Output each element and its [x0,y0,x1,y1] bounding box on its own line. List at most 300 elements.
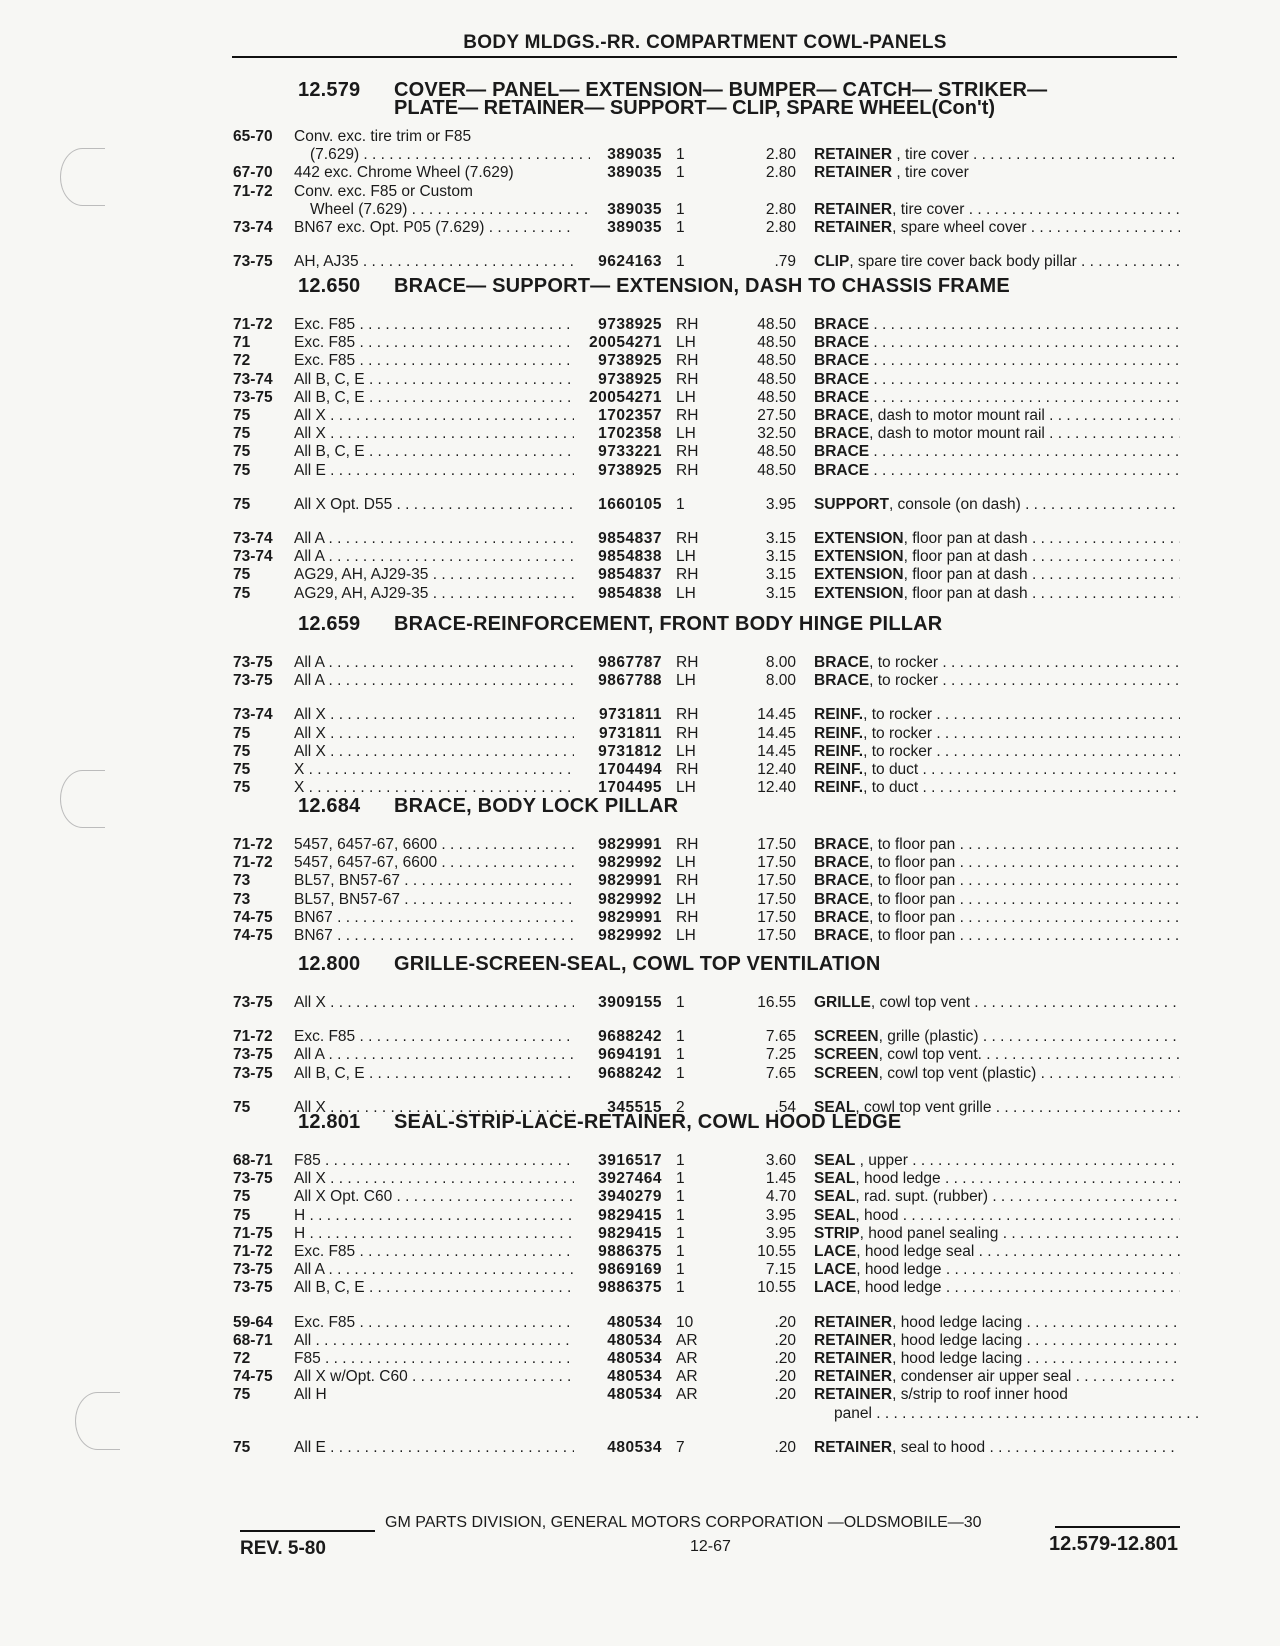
description-name: RETAINER [814,1439,893,1456]
quantity: RH [676,725,699,742]
model-years: 73-75 [233,1046,273,1063]
model-years: 75 [233,566,251,583]
quantity: 1 [676,164,685,181]
description [814,872,1180,890]
quantity: RH [676,566,699,583]
part-row [0,201,1280,219]
model-years: 73-75 [233,1065,273,1082]
quantity: AR [676,1386,698,1403]
price: 17.50 [757,891,796,908]
description [814,1170,1180,1188]
description-detail: , floor pan at dash [903,530,1028,547]
application: BN67 . . . [294,909,574,927]
part-number: 480534 [607,1350,662,1367]
description-name: BRACE [814,654,870,671]
description-detail: , to rocker [869,654,939,671]
description [814,743,1180,761]
quantity: AR [676,1332,698,1349]
description-name: SEAL [814,1188,856,1205]
description-name: REINF. [814,761,864,778]
part-row [0,128,1280,146]
description-detail: , to duct [863,761,919,778]
description [814,1261,1180,1279]
application: All E . . . [294,1439,574,1457]
part-row [0,1332,1280,1350]
quantity: 1 [676,1046,685,1063]
part-number: 480534 [607,1439,662,1456]
description-name: BRACE [814,927,870,944]
price: 2.80 [765,219,796,236]
application: X . . . [294,779,574,797]
part-number: 9694191 [598,1046,662,1063]
application: All X . . . [294,725,574,743]
description [814,334,1180,352]
quantity: LH [676,672,696,689]
part-row [0,743,1280,761]
part-row [0,352,1280,370]
application: All X Opt. D55 . . . [294,496,574,514]
section-number: 12.801 [298,1111,361,1133]
description [814,1065,1180,1083]
description-detail: , hood panel sealing [859,1225,999,1242]
description-detail: , spare tire cover back body pillar [849,253,1077,270]
application: F85 . . . [294,1350,574,1368]
application: All B, C, E . . . [294,1065,574,1083]
application: All X Opt. C60 . . . [294,1188,574,1206]
part-number: 389035 [607,164,662,181]
description-name: BRACE [814,872,870,889]
application: All B, C, E . . . [294,371,574,389]
part-number: 9867787 [598,654,662,671]
description [814,706,1180,724]
application: AG29, AH, AJ29-35 . . . [294,566,574,584]
description [814,891,1180,909]
part-row [0,566,1280,584]
quantity: 1 [676,253,685,270]
price: 3.15 [765,566,796,583]
part-number: 9738925 [598,352,662,369]
quantity: LH [676,927,696,944]
description [814,1243,1180,1261]
part-number: 9829992 [598,891,662,908]
part-number: 1660105 [598,496,662,513]
description-name: BRACE [814,836,870,853]
description-name: RETAINER [814,201,893,218]
description-name: BRACE [814,909,870,926]
description-detail: , cowl top vent [870,994,970,1011]
description-detail: , cowl top vent (plastic) [878,1065,1037,1082]
price: 48.50 [757,371,796,388]
part-number: 3940279 [598,1188,662,1205]
description-detail: , to duct [863,779,919,796]
description-detail: , tire cover [892,164,969,181]
footer-revision: REV. 5-80 [240,1538,326,1559]
price: 48.50 [757,443,796,460]
price: 3.95 [765,496,796,513]
price: 4.70 [765,1188,796,1205]
application: All A . . . [294,654,574,672]
application: All E . . . [294,462,574,480]
section-heading [298,1112,901,1132]
description [814,654,1180,672]
description-detail: , cowl top vent. [878,1046,982,1063]
application: AG29, AH, AJ29-35 . . . [294,585,574,603]
description-detail: , hood ledge lacing [892,1350,1023,1367]
quantity: 1 [676,1152,685,1169]
part-row [0,654,1280,672]
description-detail: , condenser air upper seal [892,1368,1072,1385]
section-title: SEAL-STRIP-LACE-RETAINER, COWL HOOD LEDGE [394,1111,902,1133]
model-years: 73-75 [233,1261,273,1278]
price: 48.50 [757,462,796,479]
part-row [0,371,1280,389]
price: 2.80 [765,201,796,218]
quantity: RH [676,371,699,388]
description [814,1207,1180,1225]
description-detail: , spare wheel cover [892,219,1027,236]
model-years: 68-71 [233,1152,273,1169]
description [814,146,1180,164]
price: .20 [774,1386,796,1403]
description [814,566,1180,584]
description-name: SEAL [814,1170,856,1187]
description-detail: , hood ledge lacing [892,1332,1023,1349]
description-name: CLIP [814,253,850,270]
model-years: 75 [233,779,251,796]
quantity: LH [676,743,696,760]
price: 17.50 [757,909,796,926]
description-detail: , hood ledge lacing [892,1314,1023,1331]
part-row [0,994,1280,1012]
quantity: 1 [676,1188,685,1205]
part-number: 9624163 [598,253,662,270]
description [814,462,1180,480]
quantity: LH [676,585,696,602]
application: (7.629) . . . [310,146,590,164]
part-row [0,548,1280,566]
part-number: 9731811 [599,725,662,742]
section-title: BRACE-REINFORCEMENT, FRONT BODY HINGE PILLAR [394,613,943,635]
description-detail: , hood ledge seal [856,1243,975,1260]
part-number: 389035 [607,201,662,218]
description-name: BRACE [814,371,870,388]
quantity: AR [676,1368,698,1385]
model-years: 75 [233,585,251,602]
description-detail: , to floor pan [869,854,956,871]
quantity: RH [676,352,699,369]
description-name: STRIP [814,1225,860,1242]
description-detail: , hood ledge [856,1261,942,1278]
model-years: 75 [233,496,251,513]
description-name: RETAINER [814,1314,893,1331]
description-detail: , upper [855,1152,908,1169]
description [814,443,1180,461]
description [814,407,1180,425]
model-years: 73-75 [233,994,273,1011]
footer-rule-right [1055,1526,1180,1528]
part-number: 9829991 [598,836,662,853]
description-detail: , to floor pan [869,909,956,926]
description [814,352,1180,370]
quantity: RH [676,316,699,333]
application: F85 . . . [294,1152,574,1170]
part-row [0,1350,1280,1368]
description-name: RETAINER [814,1350,893,1367]
application: All A . . . [294,672,574,690]
part-row [0,1207,1280,1225]
description-detail: , to floor pan [869,891,956,908]
description-name: REINF. [814,706,864,723]
description [814,219,1180,237]
model-years: 73-75 [233,389,273,406]
application: All X . . . [294,425,574,443]
description-detail: , dash to motor mount rail [869,407,1045,424]
application: All B, C, E . . . [294,389,574,407]
price: 7.65 [765,1028,796,1045]
price: 3.95 [765,1225,796,1242]
description-name: BRACE [814,672,870,689]
quantity: 1 [676,994,685,1011]
quantity: RH [676,530,699,547]
description-detail: , grille (plastic) [878,1028,979,1045]
model-years: 59-64 [233,1314,273,1331]
application: All X . . . [294,743,574,761]
model-years: 72 [233,352,251,369]
quantity: RH [676,654,699,671]
description-detail: , to rocker [863,743,933,760]
quantity: LH [676,334,696,351]
part-row [0,761,1280,779]
description [814,725,1180,743]
price: 8.00 [765,654,796,671]
model-years: 75 [233,462,251,479]
application: Exc. F85 . . . [294,316,574,334]
part-number: 1702358 [598,425,662,442]
description [814,1439,1180,1457]
quantity: 2 [676,1099,685,1116]
description-name: SUPPORT [814,496,889,513]
price: 7.65 [765,1065,796,1082]
description [814,779,1180,797]
description-detail: , hood ledge [856,1279,942,1296]
description-name: RETAINER [814,1368,893,1385]
application: Exc. F85 . . . [294,352,574,370]
model-years: 74-75 [233,1368,273,1385]
description [814,672,1180,690]
model-years: 73-75 [233,672,273,689]
price: 17.50 [757,927,796,944]
description-detail: , to rocker [869,672,939,689]
application: 5457, 6457-67, 6600 . . . [294,854,574,872]
description-detail: panel [834,1405,872,1422]
part-number: 9733221 [598,443,662,460]
price: .20 [774,1439,796,1456]
part-number: 389035 [607,146,662,163]
description-name: BRACE [814,352,870,369]
price: .79 [774,253,796,270]
part-row [0,836,1280,854]
part-row [0,1368,1280,1386]
quantity: AR [676,1350,698,1367]
part-number: 9886375 [598,1243,662,1260]
price: 48.50 [757,316,796,333]
part-number: 480534 [607,1368,662,1385]
part-number: 9731812 [598,743,662,760]
application: 442 exc. Chrome Wheel (7.629) [294,164,514,181]
application: AH, AJ35 . . . [294,253,574,271]
part-row [0,585,1280,603]
quantity: LH [676,891,696,908]
model-years: 73-75 [233,1170,273,1187]
quantity: 1 [676,1065,685,1082]
description-name: LACE [814,1279,857,1296]
description-detail: , to floor pan [869,836,956,853]
application: All X . . . [294,1099,574,1117]
description [814,1152,1180,1170]
model-years: 75 [233,743,251,760]
quantity: RH [676,909,699,926]
quantity: LH [676,548,696,565]
price: 17.50 [757,836,796,853]
price: 14.45 [757,743,796,760]
part-row [0,854,1280,872]
part-number: 9829991 [598,909,662,926]
model-years: 73-74 [233,219,273,236]
description [814,927,1180,945]
part-number: 9869169 [598,1261,662,1278]
model-years: 73-74 [233,530,273,547]
model-years: 75 [233,425,251,442]
part-number: 9829415 [598,1207,662,1224]
part-row [0,1225,1280,1243]
application: All . . . [294,1332,574,1350]
quantity: 1 [676,1225,685,1242]
price: 16.55 [757,994,796,1011]
description-name: BRACE [814,407,870,424]
quantity: LH [676,779,696,796]
section-number: 12.659 [298,613,361,635]
part-number: 3909155 [598,994,662,1011]
part-number: 3916517 [598,1152,662,1169]
quantity: 7 [676,1439,685,1456]
part-row [0,891,1280,909]
description-detail: , floor pan at dash [903,548,1028,565]
section-heading [298,796,678,816]
part-row [0,425,1280,443]
part-number: 9867788 [598,672,662,689]
part-number: 9886375 [598,1279,662,1296]
quantity: LH [676,425,696,442]
description [814,548,1180,566]
model-years: 75 [233,1386,251,1403]
description [814,854,1180,872]
price: 7.25 [765,1046,796,1063]
part-row [0,1065,1280,1083]
part-number: 9854837 [598,566,662,583]
part-row [0,1279,1280,1297]
description-name: SCREEN [814,1028,879,1045]
quantity: 1 [676,201,685,218]
part-row [0,316,1280,334]
quantity: 10 [676,1314,694,1331]
description-name: LACE [814,1261,857,1278]
price: 7.15 [765,1261,796,1278]
model-years: 74-75 [233,909,273,926]
application: 5457, 6457-67, 6600 . . . [294,836,574,854]
section-title: BRACE— SUPPORT— EXTENSION, DASH TO CHASSIS FRAME [394,275,1010,297]
application: Exc. F85 . . . [294,1028,574,1046]
description-name: SEAL [814,1207,856,1224]
description [814,1028,1180,1046]
description-name: GRILLE [814,994,871,1011]
part-row [0,1028,1280,1046]
model-years: 73 [233,891,251,908]
model-years: 74-75 [233,927,273,944]
description-detail: , floor pan at dash [903,566,1028,583]
part-number: 9829415 [598,1225,662,1242]
part-row [0,1188,1280,1206]
quantity: 1 [676,1028,685,1045]
description-detail: , to floor pan [869,927,956,944]
description [814,994,1180,1012]
model-years: 73-74 [233,548,273,565]
description [814,1279,1180,1297]
description [814,425,1180,443]
section-number: 12.684 [298,795,361,817]
description-name: BRACE [814,854,870,871]
description-name: LACE [814,1243,857,1260]
footer-section-range: 12.579-12.801 [1048,1533,1178,1555]
part-row [0,1152,1280,1170]
quantity: 1 [676,1279,685,1296]
model-years: 75 [233,443,251,460]
description-detail: , floor pan at dash [903,585,1028,602]
model-years: 75 [233,1207,251,1224]
price: 48.50 [757,352,796,369]
part-row [0,706,1280,724]
description-name: RETAINER [814,1386,893,1403]
part-number: 1704494 [598,761,662,778]
application: All A . . . [294,1046,574,1064]
application: All X . . . [294,407,574,425]
model-years: 68-71 [233,1332,273,1349]
part-row [0,872,1280,890]
price: 10.55 [757,1279,796,1296]
price: 3.95 [765,1207,796,1224]
part-row [0,1386,1280,1404]
description-name: REINF. [814,725,864,742]
part-row [0,253,1280,271]
application: Conv. exc. F85 or Custom [294,183,473,200]
price: .54 [774,1099,796,1116]
price: 10.55 [757,1243,796,1260]
model-years: 71-72 [233,1243,273,1260]
part-number: 389035 [607,219,662,236]
price: 2.80 [765,146,796,163]
part-row [0,334,1280,352]
application: Exc. F85 . . . [294,1243,574,1261]
part-number: 1702357 [598,407,662,424]
description-name: REINF. [814,779,864,796]
description-name: SCREEN [814,1046,879,1063]
part-row [0,530,1280,548]
application: H . . . [294,1207,574,1225]
part-number: 9854838 [598,585,662,602]
part-number: 20054271 [589,334,662,351]
description [814,836,1180,854]
quantity: RH [676,872,699,889]
description-name: EXTENSION [814,548,904,565]
